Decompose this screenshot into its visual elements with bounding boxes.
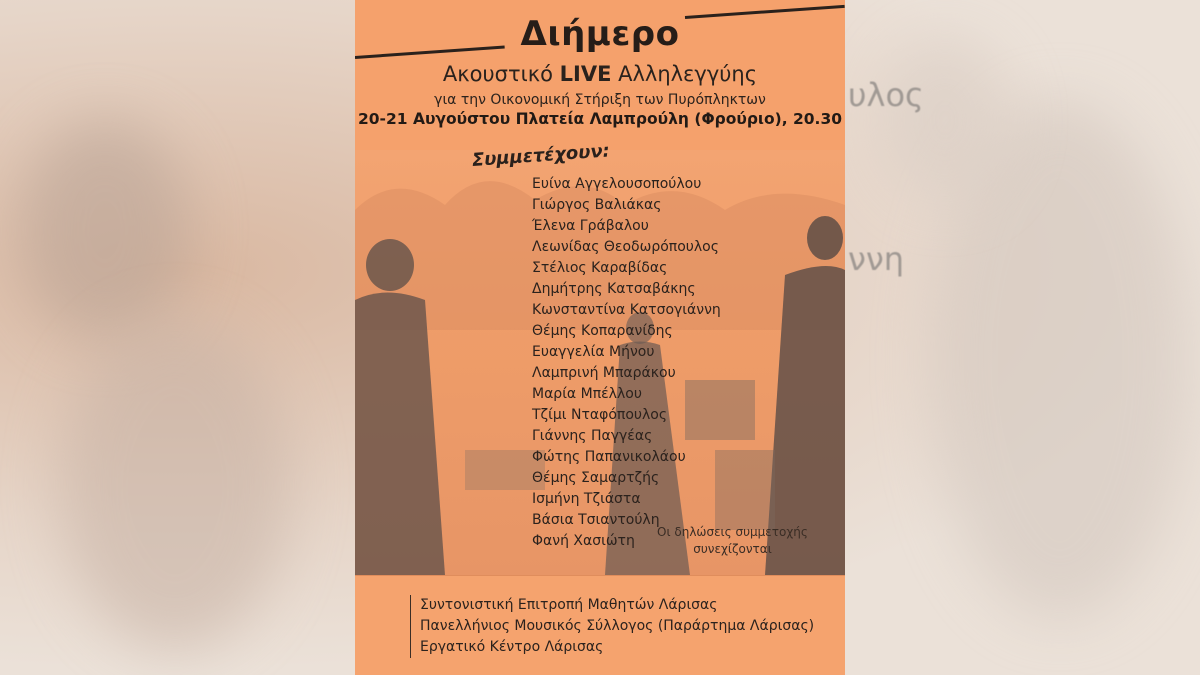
participant-name: Κωνσταντίνα Κατσογιάννη bbox=[532, 302, 721, 318]
organizer-name: Συντονιστική Επιτροπή Μαθητών Λάρισας bbox=[420, 597, 718, 613]
registration-note bbox=[640, 524, 825, 558]
event-poster bbox=[355, 0, 845, 675]
decorative-rule bbox=[685, 5, 845, 19]
poster-title: Διήμερο bbox=[520, 14, 680, 54]
note-line: Οι δηλώσεις συμμετοχής bbox=[657, 525, 808, 539]
organizers-list bbox=[410, 595, 814, 658]
participants-heading: Συμμετέχουν: bbox=[471, 140, 611, 171]
participant-name: Γιάννης Παγγέας bbox=[532, 428, 653, 444]
note-line: συνεχίζονται bbox=[693, 542, 772, 556]
backdrop-text: υλος bbox=[848, 76, 924, 114]
participant-name: Τζίμι Νταφόπουλος bbox=[532, 407, 668, 423]
participant-name: Λεωνίδας Θεοδωρόπουλος bbox=[532, 239, 719, 255]
participant-name: Θέμης Σαμαρτζής bbox=[532, 470, 660, 486]
participant-name: Γιώργος Βαλιάκας bbox=[532, 197, 662, 213]
event-date-location: 20-21 Αυγούστου Πλατεία Λαμπρούλη (Φρούριο), 20.30 bbox=[357, 110, 843, 128]
participant-name: Ευαγγελία Μήνου bbox=[532, 344, 655, 360]
decorative-rule bbox=[355, 46, 505, 59]
participant-name: Στέλιος Καραβίδας bbox=[532, 260, 668, 276]
participant-name: Φανή Χασιώτη bbox=[532, 533, 635, 549]
backdrop-figure bbox=[60, 320, 290, 650]
subtitle-live: LIVE bbox=[559, 62, 612, 86]
participant-name: Ευίνα Αγγελουσοπούλου bbox=[532, 176, 702, 192]
backdrop-text: ννη bbox=[848, 240, 905, 278]
poster-subtitle bbox=[355, 62, 845, 86]
participants-list bbox=[532, 174, 721, 552]
participant-name: Μαρία Μπέλλου bbox=[532, 386, 642, 402]
participant-name: Δημήτρης Κατσαβάκης bbox=[532, 281, 696, 297]
participant-name: Ισμήνη Τζιάστα bbox=[532, 491, 641, 507]
participant-name: Έλενα Γράβαλου bbox=[532, 218, 649, 234]
backdrop-figure bbox=[20, 120, 190, 340]
participant-name: Φώτης Παπανικολάου bbox=[532, 449, 686, 465]
organizer-name: Εργατικό Κέντρο Λάρισας bbox=[420, 639, 604, 655]
organizer-name: Πανελλήνιος Μουσικός Σύλλογος (Παράρτημα Λάρισας) bbox=[420, 618, 815, 634]
participant-name: Θέμης Κοπαρανίδης bbox=[532, 323, 673, 339]
subtitle-pre: Ακουστικό bbox=[442, 62, 560, 86]
poster-subline: για την Οικονομική Στήριξη των Πυρόπληκτων bbox=[434, 92, 766, 108]
participant-name: Λαμπρινή Μπαράκου bbox=[532, 365, 676, 381]
subtitle-post: Αλληλεγγύης bbox=[611, 62, 758, 86]
backdrop-figure bbox=[880, 40, 1010, 200]
participant-name: Βάσια Τσιαντούλη bbox=[532, 512, 660, 528]
